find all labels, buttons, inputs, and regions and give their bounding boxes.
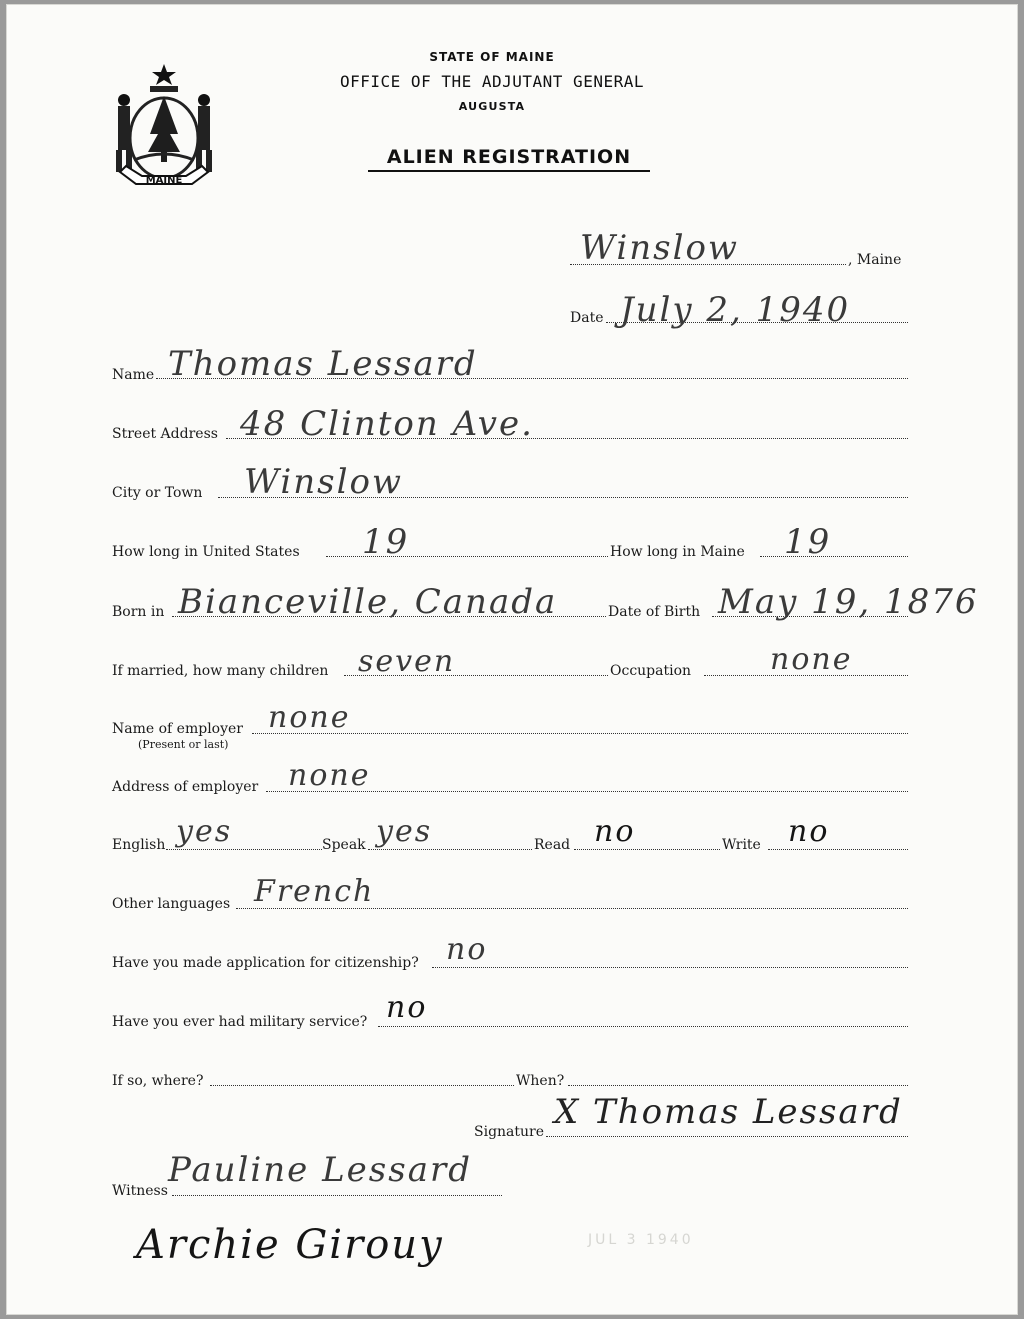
form-title: ALIEN REGISTRATION: [368, 146, 650, 172]
signature-label: Signature: [474, 1124, 545, 1140]
place-value: Winslow: [580, 228, 740, 268]
how-long-maine-value: 19: [784, 522, 832, 562]
dob-label: Date of Birth: [608, 604, 701, 620]
witness-value: Pauline Lessard: [168, 1150, 472, 1190]
other-languages-value: French: [254, 874, 375, 909]
received-stamp: JUL 3 1940: [588, 1232, 694, 1248]
witness-label: Witness: [112, 1183, 168, 1199]
when-line: [568, 1085, 908, 1086]
witness-line: [172, 1195, 502, 1196]
seal-banner-text: MAINE: [145, 175, 183, 186]
how-long-us-label: How long in United States: [112, 544, 300, 560]
speak-line: [368, 849, 532, 850]
name-value: Thomas Lessard: [168, 344, 478, 384]
place-suffix: , Maine: [848, 252, 902, 268]
city-value: Winslow: [244, 462, 404, 502]
when-label: When?: [516, 1073, 565, 1089]
read-value: no: [594, 814, 636, 849]
how-long-us-value: 19: [362, 522, 410, 562]
date-value: July 2, 1940: [620, 290, 851, 330]
employer-value: none: [268, 700, 351, 735]
employer-address-value: none: [288, 758, 371, 793]
date-label: Date: [570, 310, 604, 326]
english-line: [166, 849, 322, 850]
children-value: seven: [358, 644, 456, 679]
born-value: Bianceville, Canada: [178, 582, 558, 622]
where-label: If so, where?: [112, 1073, 204, 1089]
employer-label: Name of employer: [112, 721, 243, 737]
signature-value: X Thomas Lessard: [554, 1092, 903, 1132]
dob-value: May 19, 1876: [718, 582, 979, 622]
born-label: Born in: [112, 604, 165, 620]
citizenship-line: [432, 967, 908, 968]
write-line: [768, 849, 908, 850]
english-value: yes: [176, 814, 233, 849]
office-heading: OFFICE OF THE ADJUTANT GENERAL: [340, 72, 644, 91]
military-value: no: [386, 990, 428, 1025]
occupation-label: Occupation: [610, 663, 692, 679]
how-long-maine-label: How long in Maine: [610, 544, 745, 560]
write-label: Write: [722, 837, 761, 853]
where-line: [210, 1085, 514, 1086]
street-label: Street Address: [112, 426, 218, 442]
witness2-value: Archie Girouy: [136, 1222, 444, 1268]
how-long-maine-line: [760, 556, 908, 557]
read-label: Read: [534, 837, 571, 853]
citizenship-label: Have you made application for citizenship?: [112, 955, 419, 971]
city-heading: AUGUSTA: [458, 100, 526, 113]
other-languages-label: Other languages: [112, 896, 231, 912]
city-label: City or Town: [112, 485, 203, 501]
write-value: no: [788, 814, 830, 849]
read-line: [574, 849, 720, 850]
military-line: [378, 1026, 908, 1027]
signature-line: [546, 1136, 908, 1137]
employer-sublabel: (Present or last): [138, 738, 229, 751]
speak-label: Speak: [322, 837, 366, 853]
speak-value: yes: [376, 814, 433, 849]
married-label: If married, how many children: [112, 663, 329, 679]
street-value: 48 Clinton Ave.: [240, 404, 534, 444]
occupation-value: none: [770, 642, 853, 677]
english-label: English: [112, 837, 166, 853]
name-label: Name: [112, 367, 155, 383]
state-heading: STATE OF MAINE: [429, 50, 555, 64]
citizenship-value: no: [446, 932, 488, 967]
employer-address-label: Address of employer: [112, 779, 259, 795]
military-label: Have you ever had military service?: [112, 1014, 368, 1030]
